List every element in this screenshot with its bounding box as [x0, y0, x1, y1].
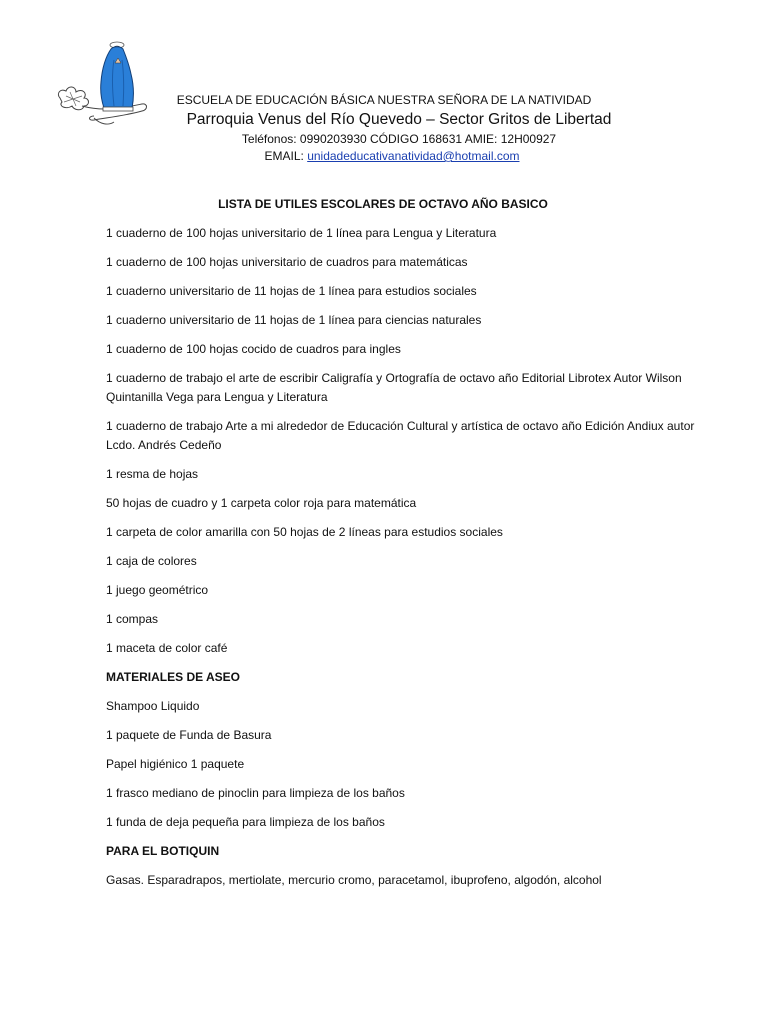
list-item: 1 funda de deja pequeña para limpieza de los baños	[106, 815, 385, 829]
list-item: Papel higiénico 1 paquete	[106, 757, 245, 771]
list-item: 1 cuaderno de 100 hojas cocido de cuadros para ingles	[106, 342, 401, 356]
list-item: 1 cuaderno de 100 hojas universitario de 1 línea para Lengua y Literatura	[106, 226, 497, 240]
list-item: 1 cuaderno de 100 hojas universitario de cuadros para matemáticas	[106, 255, 468, 269]
school-name: ESCUELA DE EDUCACIÓN BÁSICA NUESTRA SEÑORA DE LA NATIVIDAD	[176, 93, 592, 107]
list-item: Gasas. Esparadrapos, mertiolate, mercurio cromo, paracetamol, ibuprofeno, algodón, alcohol	[106, 873, 602, 887]
list-item: 1 cuaderno de trabajo el arte de escribir Caligrafía y Ortografía de octavo año Editorial Librotex Autor Wilson Quintanilla Vega para Lengua y Literatura	[106, 371, 682, 404]
supplies-list	[106, 224, 696, 900]
list-title-text: LISTA DE UTILES ESCOLARES DE OCTAVO AÑO BASICO	[218, 197, 548, 211]
email-label: EMAIL:	[264, 149, 308, 163]
list-item: 1 maceta de color café	[106, 641, 228, 655]
list-item: 50 hojas de cuadro y 1 carpeta color roja para matemática	[106, 496, 417, 510]
list-item: 1 cuaderno universitario de 11 hojas de 1 línea para ciencias naturales	[106, 313, 482, 327]
list-title	[0, 196, 768, 212]
list-item: 1 paquete de Funda de Basura	[106, 728, 272, 742]
section-heading-cleaning: MATERIALES DE ASEO	[106, 670, 241, 684]
list-item: 1 cuaderno de trabajo Arte a mi alrededor de Educación Cultural y artística de octavo año Edición Andiux autor Lcdo. Andrés Cedeño	[106, 419, 695, 452]
list-item: 1 resma de hojas	[106, 467, 199, 481]
list-item: 1 cuaderno universitario de 11 hojas de 1 línea para estudios sociales	[106, 284, 477, 298]
list-item: 1 carpeta de color amarilla con 50 hojas de 2 líneas para estudios sociales	[106, 525, 503, 539]
list-item: 1 caja de colores	[106, 554, 197, 568]
contact-phones: Teléfonos: 0990203930 CÓDIGO 168631 AMIE: 12H00927	[241, 132, 557, 146]
parish-name: Parroquia Venus del Río Quevedo – Sector Gritos de Libertad	[186, 111, 612, 128]
list-item: 1 juego geométrico	[106, 583, 209, 597]
list-item: 1 frasco mediano de pinoclin para limpieza de los baños	[106, 786, 405, 800]
list-item: 1 compas	[106, 612, 159, 626]
section-heading-first-aid: PARA EL BOTIQUIN	[106, 844, 220, 858]
list-item: Shampoo Liquido	[106, 699, 200, 713]
letterhead	[0, 92, 768, 165]
email-link[interactable]: unidadeducativanatividad@hotmail.com	[307, 149, 520, 163]
contact-email	[8, 148, 768, 165]
